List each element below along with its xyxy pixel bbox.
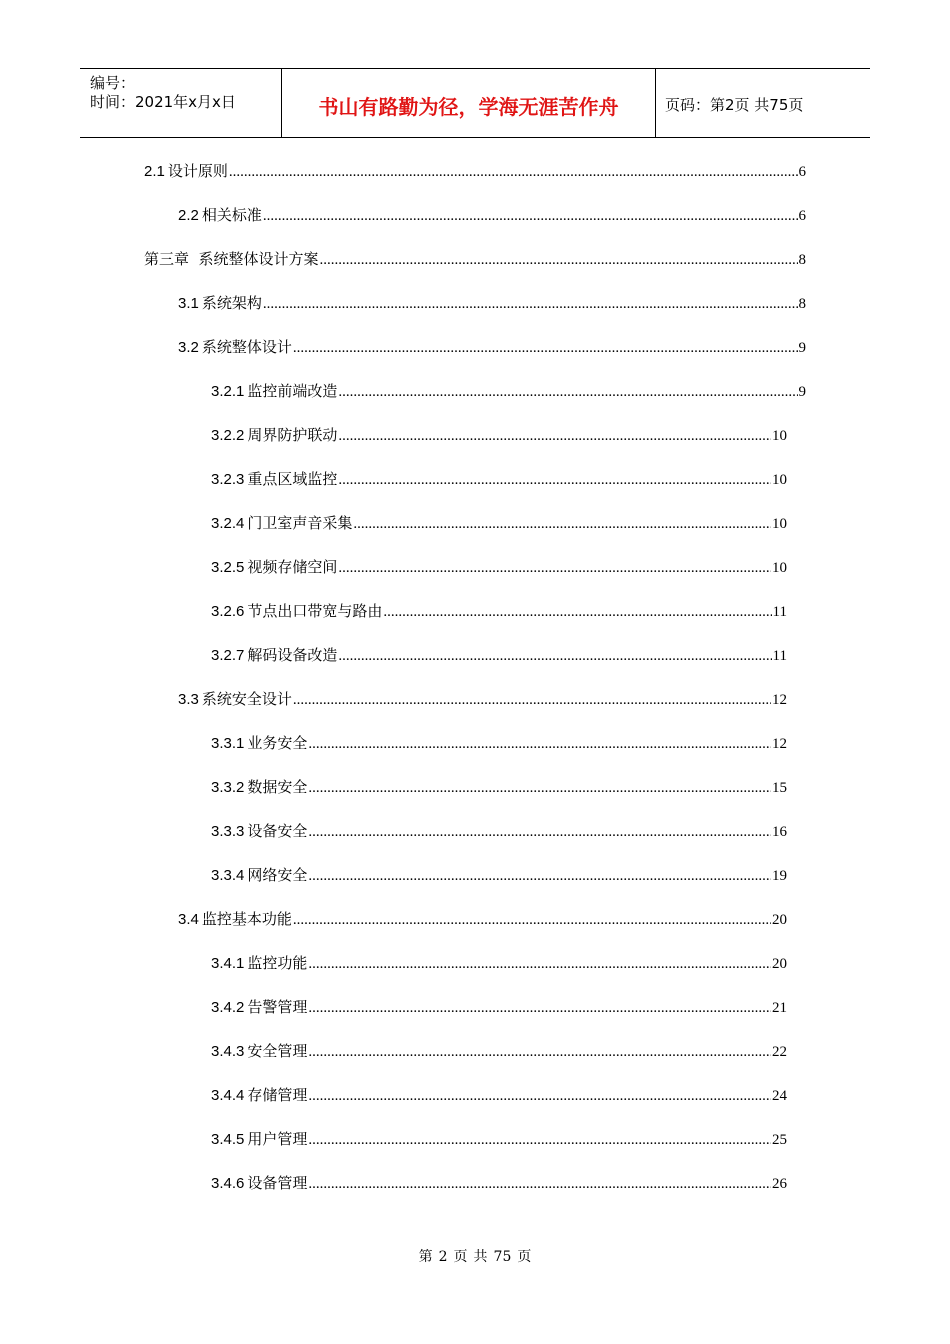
toc-leader-dots — [308, 956, 771, 973]
toc-entry-page: 6 — [798, 208, 806, 224]
toc-entry-page: 11 — [772, 604, 787, 620]
toc-leader-dots — [293, 912, 771, 929]
toc-entry[interactable] — [211, 820, 787, 842]
toc-entry-title: 周界防护联动 — [247, 426, 338, 444]
footer-ye: 页 — [453, 1249, 468, 1265]
page-footer — [0, 1246, 950, 1266]
toc-entry-number: 3.4.2 — [211, 999, 245, 1016]
toc-leader-dots — [308, 1132, 771, 1149]
toc-entry-title: 门卫室声音采集 — [247, 514, 353, 532]
toc-entry-page: 11 — [772, 648, 787, 664]
toc-entry-page: 10 — [772, 472, 787, 488]
toc-leader-dots — [293, 340, 798, 357]
toc-entry-page: 9 — [798, 340, 806, 356]
toc-entry-title: 业务安全 — [247, 734, 308, 752]
toc-entry[interactable] — [211, 1128, 787, 1150]
header-info-cell — [80, 69, 281, 137]
toc-entry-title: 用户管理 — [247, 1130, 308, 1148]
toc-entry-title: 设备管理 — [247, 1174, 308, 1192]
toc-entry-number: 3.3.2 — [211, 779, 245, 796]
toc-entry-number: 3.2.4 — [211, 515, 245, 532]
toc-entry-page: 10 — [772, 560, 787, 576]
toc-entry-title: 数据安全 — [247, 778, 308, 796]
toc-entry-title: 设备安全 — [247, 822, 308, 840]
toc-entry-number: 3.4.5 — [211, 1131, 245, 1148]
toc-entry[interactable] — [211, 468, 787, 490]
document-number-label: 编号： — [90, 74, 136, 92]
toc-entry-title: 监控基本功能 — [201, 910, 292, 928]
footer-current-page: 2 — [438, 1249, 448, 1265]
toc-entry-page: 26 — [772, 1176, 787, 1192]
toc-entry[interactable] — [211, 952, 787, 974]
toc-entry-number: 3.2.2 — [211, 427, 245, 444]
toc-leader-dots — [338, 428, 771, 445]
toc-entry-number: 3.1 — [178, 295, 199, 312]
toc-entry-page: 22 — [772, 1044, 787, 1060]
toc-entry-number: 3.4.1 — [211, 955, 245, 972]
toc-entry[interactable] — [211, 864, 787, 886]
toc-entry[interactable] — [211, 600, 787, 622]
toc-entry-title: 安全管理 — [247, 1042, 308, 1060]
toc-leader-dots — [293, 692, 771, 709]
toc-leader-dots — [338, 648, 771, 665]
toc-entry-number: 3.3 — [178, 691, 199, 708]
toc-entry-title: 重点区域监控 — [247, 470, 338, 488]
toc-leader-dots — [308, 780, 771, 797]
toc-entry-page: 12 — [772, 692, 787, 708]
toc-entry[interactable] — [211, 424, 787, 446]
toc-entry-page: 9 — [798, 384, 806, 400]
toc-entry-title: 系统整体设计 — [201, 338, 292, 356]
toc-entry-page: 15 — [772, 780, 787, 796]
toc-entry-page: 21 — [772, 1000, 787, 1016]
toc-entry-page: 10 — [772, 428, 787, 444]
toc-entry[interactable] — [178, 336, 806, 358]
toc-entry[interactable] — [211, 380, 806, 402]
toc-entry-title: 解码设备改造 — [247, 646, 338, 664]
toc-entry-title: 网络安全 — [247, 866, 308, 884]
toc-entry[interactable] — [144, 160, 806, 182]
toc-entry-title: 节点出口带宽与路由 — [247, 602, 383, 620]
toc-entry[interactable] — [178, 688, 787, 710]
toc-entry-number: 3.3.3 — [211, 823, 245, 840]
toc-entry-title: 设计原则 — [167, 162, 228, 180]
header-page-cell — [655, 69, 870, 137]
toc-entry[interactable] — [211, 1040, 787, 1062]
toc-leader-dots — [308, 1044, 771, 1061]
toc-entry-number: 2.2 — [178, 207, 199, 224]
toc-entry-number: 3.4 — [178, 911, 199, 928]
toc-chapter-entry[interactable] — [144, 248, 806, 270]
toc-leader-dots — [338, 560, 771, 577]
toc-entry-title: 相关标准 — [201, 206, 262, 224]
toc-entry-number: 3.3.1 — [211, 735, 245, 752]
toc-entry-number: 3.2 — [178, 339, 199, 356]
toc-entry-title: 监控前端改造 — [247, 382, 338, 400]
toc-entry[interactable] — [211, 644, 787, 666]
page-header — [80, 68, 870, 138]
toc-entry-page: 16 — [772, 824, 787, 840]
toc-entry-number: 3.4.4 — [211, 1087, 245, 1104]
toc-entry-title: 第三章 系统整体设计方案 — [144, 250, 319, 268]
toc-entry-page: 25 — [772, 1132, 787, 1148]
toc-entry-number: 3.2.1 — [211, 383, 245, 400]
footer-ye: 页 — [517, 1249, 532, 1265]
toc-entry-page: 10 — [772, 516, 787, 532]
toc-leader-dots — [353, 516, 771, 533]
toc-entry-number: 3.4.6 — [211, 1175, 245, 1192]
toc-entry[interactable] — [211, 776, 787, 798]
toc-entry[interactable] — [178, 204, 806, 226]
toc-entry-page: 8 — [798, 296, 806, 312]
toc-entry-page: 12 — [772, 736, 787, 752]
toc-entry-title: 告警管理 — [247, 998, 308, 1016]
header-page-number: 页码：第2页 共75页 — [665, 96, 804, 114]
toc-leader-dots — [263, 296, 798, 313]
toc-entry-title: 系统安全设计 — [201, 690, 292, 708]
toc-entry[interactable] — [211, 1084, 787, 1106]
header-motto-cell — [281, 69, 656, 137]
toc-entry[interactable] — [178, 292, 806, 314]
toc-entry-number: 2.1 — [144, 163, 165, 180]
toc-entry-page: 19 — [772, 868, 787, 884]
toc-entry-page: 24 — [772, 1088, 787, 1104]
toc-leader-dots — [338, 384, 797, 401]
toc-entry-page: 20 — [772, 912, 787, 928]
toc-entry-page: 6 — [798, 164, 806, 180]
toc-leader-dots — [308, 824, 771, 841]
toc-entry[interactable] — [178, 908, 787, 930]
toc-entry[interactable] — [211, 1172, 787, 1194]
toc-leader-dots — [308, 868, 771, 885]
document-date-label: 时间：2021年x月x日 — [90, 93, 236, 111]
toc-entry-number: 3.2.5 — [211, 559, 245, 576]
toc-leader-dots — [308, 1176, 771, 1193]
toc-entry-number: 3.2.7 — [211, 647, 245, 664]
toc-entry-page: 20 — [772, 956, 787, 972]
toc-leader-dots — [308, 1088, 771, 1105]
toc-entry-title: 监控功能 — [247, 954, 308, 972]
toc-leader-dots — [308, 1000, 771, 1017]
toc-entry-title: 存储管理 — [247, 1086, 308, 1104]
footer-gong: 共 — [473, 1249, 488, 1265]
toc-entry-title: 系统架构 — [201, 294, 262, 312]
toc-entry-number: 3.2.6 — [211, 603, 245, 620]
toc-leader-dots — [229, 164, 798, 181]
toc-entry[interactable] — [211, 512, 787, 534]
toc-leader-dots — [383, 604, 771, 621]
toc-leader-dots — [320, 252, 798, 269]
header-motto: 书山有路勤为径，学海无涯苦作舟 — [318, 95, 619, 119]
footer-di: 第 — [418, 1249, 433, 1265]
toc-entry[interactable] — [211, 996, 787, 1018]
toc-entry-title: 视频存储空间 — [247, 558, 338, 576]
toc-entry-number: 3.3.4 — [211, 867, 245, 884]
toc-leader-dots — [308, 736, 771, 753]
toc-entry-number: 3.4.3 — [211, 1043, 245, 1060]
toc-entry-page: 8 — [798, 252, 806, 268]
toc-leader-dots — [338, 472, 771, 489]
toc-entry[interactable] — [211, 556, 787, 578]
toc-leader-dots — [263, 208, 798, 225]
toc-entry[interactable] — [211, 732, 787, 754]
toc-entry-number: 3.2.3 — [211, 471, 245, 488]
footer-total-pages: 75 — [493, 1249, 512, 1265]
